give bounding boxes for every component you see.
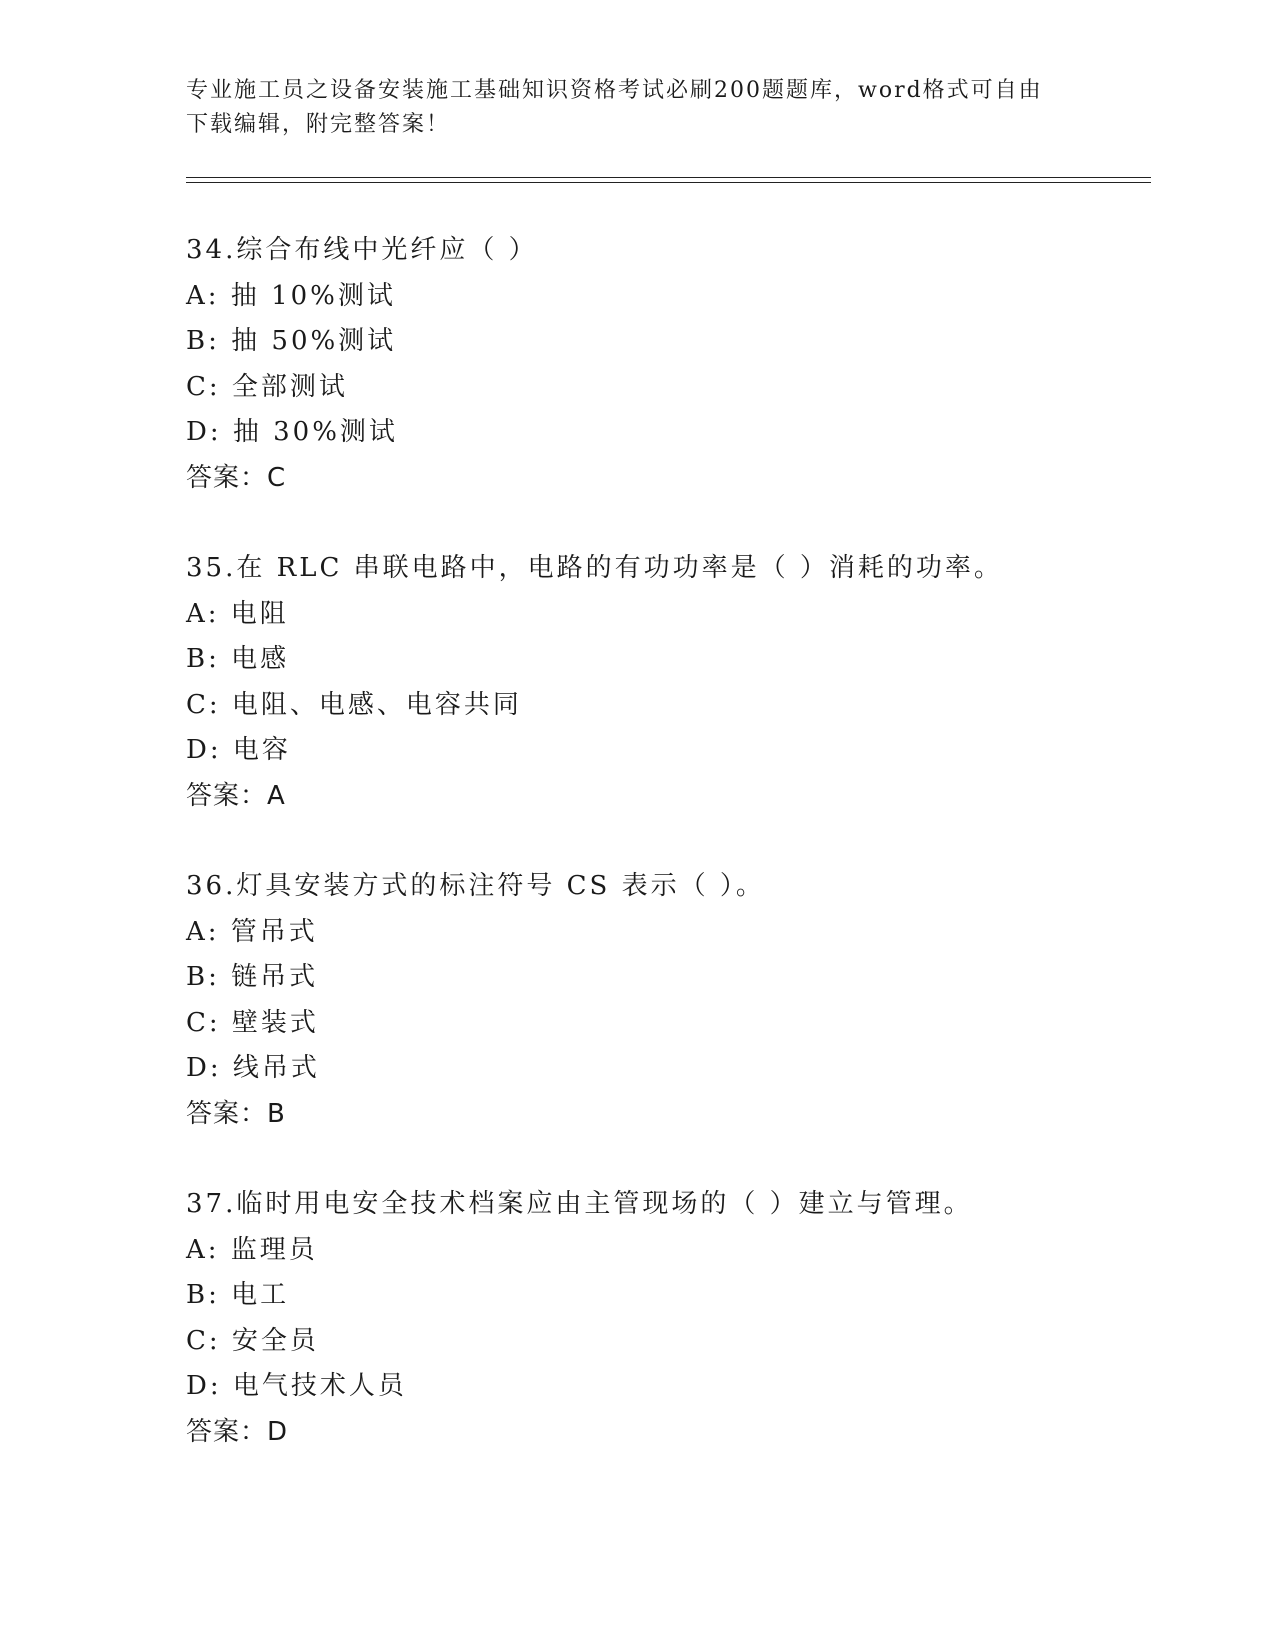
question-stem: 37.临时用电安全技术档案应由主管现场的（ ）建立与管理。	[186, 1189, 973, 1219]
option-c: C: 壁装式	[186, 1007, 319, 1038]
question-stem: 34.综合布线中光纤应（ ）	[186, 235, 538, 265]
question-block	[186, 864, 1186, 1138]
question-stem: 36.灯具安装方式的标注符号 CS 表示（ ）。	[186, 871, 765, 901]
option-d: D: 抽 30%测试	[186, 417, 398, 448]
option-b: B: 电感	[186, 644, 290, 675]
document-header	[186, 74, 1086, 142]
option-a: A: 电阻	[186, 598, 289, 629]
answer-line: 答案：C	[186, 462, 287, 493]
option-c: C: 安全员	[186, 1325, 319, 1356]
option-d: D: 电容	[186, 735, 291, 766]
option-a: A: 监理员	[186, 1234, 318, 1265]
option-c: C: 全部测试	[186, 371, 348, 402]
option-b: B: 电工	[186, 1280, 290, 1311]
answer-line: 答案：B	[186, 1098, 286, 1129]
question-block	[186, 546, 1186, 820]
option-b: B: 链吊式	[186, 962, 319, 993]
option-c: C: 电阻、电感、电容共同	[186, 689, 522, 720]
header-line-1: 专业施工员之设备安装施工基础知识资格考试必刷200题题库，word格式可自由	[186, 78, 1043, 103]
header-divider-top	[186, 177, 1151, 178]
header-divider-bottom	[186, 182, 1151, 183]
option-a: A: 抽 10%测试	[186, 280, 396, 311]
question-stem: 35.在 RLC 串联电路中，电路的有功功率是（ ）消耗的功率。	[186, 553, 1003, 583]
option-d: D: 线吊式	[186, 1053, 320, 1084]
header-line-2: 下载编辑，附完整答案！	[186, 112, 451, 137]
question-block	[186, 228, 1186, 502]
answer-line: 答案：A	[186, 780, 286, 811]
option-b: B: 抽 50%测试	[186, 326, 397, 357]
option-a: A: 管吊式	[186, 916, 318, 947]
question-block	[186, 1182, 1186, 1456]
answer-line: 答案：D	[186, 1416, 289, 1447]
option-d: D: 电气技术人员	[186, 1371, 407, 1402]
